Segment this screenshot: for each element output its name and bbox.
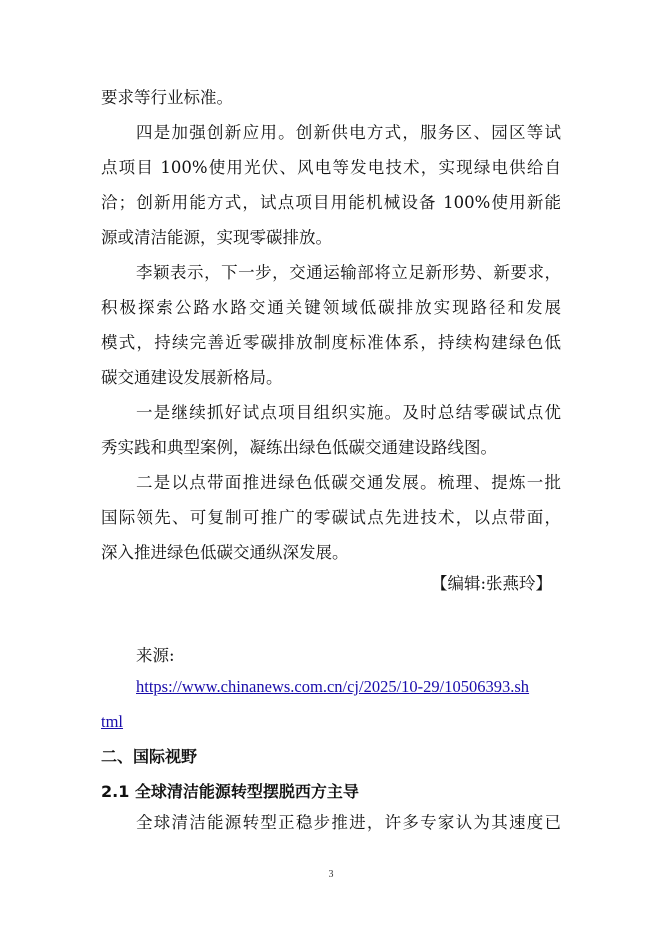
paragraph-line: 四是加强创新应用。创新供电方式，服务区、园区等试 xyxy=(136,123,561,142)
paragraph-line: 二是以点带面推进绿色低碳交通发展。梳理、提炼一批 xyxy=(136,473,561,492)
paragraph-line: 国际领先、可复制可推广的零碳试点先进技术，以点带面， xyxy=(101,508,561,527)
subsection-heading: 2.1 全球清洁能源转型摆脱西方主导 xyxy=(101,782,359,801)
paragraph-line: 秀实践和典型案例，凝练出绿色低碳交通建设路线图。 xyxy=(101,438,497,457)
paragraph-line: 一是继续抓好试点项目组织实施。及时总结零碳试点优 xyxy=(136,403,561,422)
paragraph-line: 深入推进绿色低碳交通纵深发展。 xyxy=(101,543,349,562)
paragraph-line: 碳交通建设发展新格局。 xyxy=(101,368,283,387)
paragraph-line: 积极探索公路水路交通关键领域低碳排放实现路径和发展 xyxy=(101,298,561,317)
source-label: 来源: xyxy=(136,646,175,665)
source-link-continued[interactable]: tml xyxy=(101,712,124,731)
paragraph-line: 点项目 100%使用光伏、风电等发电技术，实现绿电供给自 xyxy=(101,158,561,177)
paragraph-line: 源或清洁能源，实现零碳排放。 xyxy=(101,228,332,247)
paragraph-line: 洽；创新用能方式，试点项目用能机械设备 100%使用新能 xyxy=(101,193,561,212)
source-link[interactable]: https://www.chinanews.com.cn/cj/2025/10-29/10506393.sh xyxy=(136,677,530,696)
paragraph-line: 要求等行业标准。 xyxy=(101,88,233,107)
paragraph-line: 全球清洁能源转型正稳步推进，许多专家认为其速度已 xyxy=(136,813,561,832)
paragraph-line: 模式，持续完善近零碳排放制度标准体系，持续构建绿色低 xyxy=(101,333,561,352)
paragraph-line: 李颖表示，下一步，交通运输部将立足新形势、新要求， xyxy=(136,263,561,282)
editor-credit: 【编辑:张燕玲】 xyxy=(430,574,552,593)
section-heading: 二、国际视野 xyxy=(101,747,198,766)
page-number: 3 xyxy=(328,869,334,880)
